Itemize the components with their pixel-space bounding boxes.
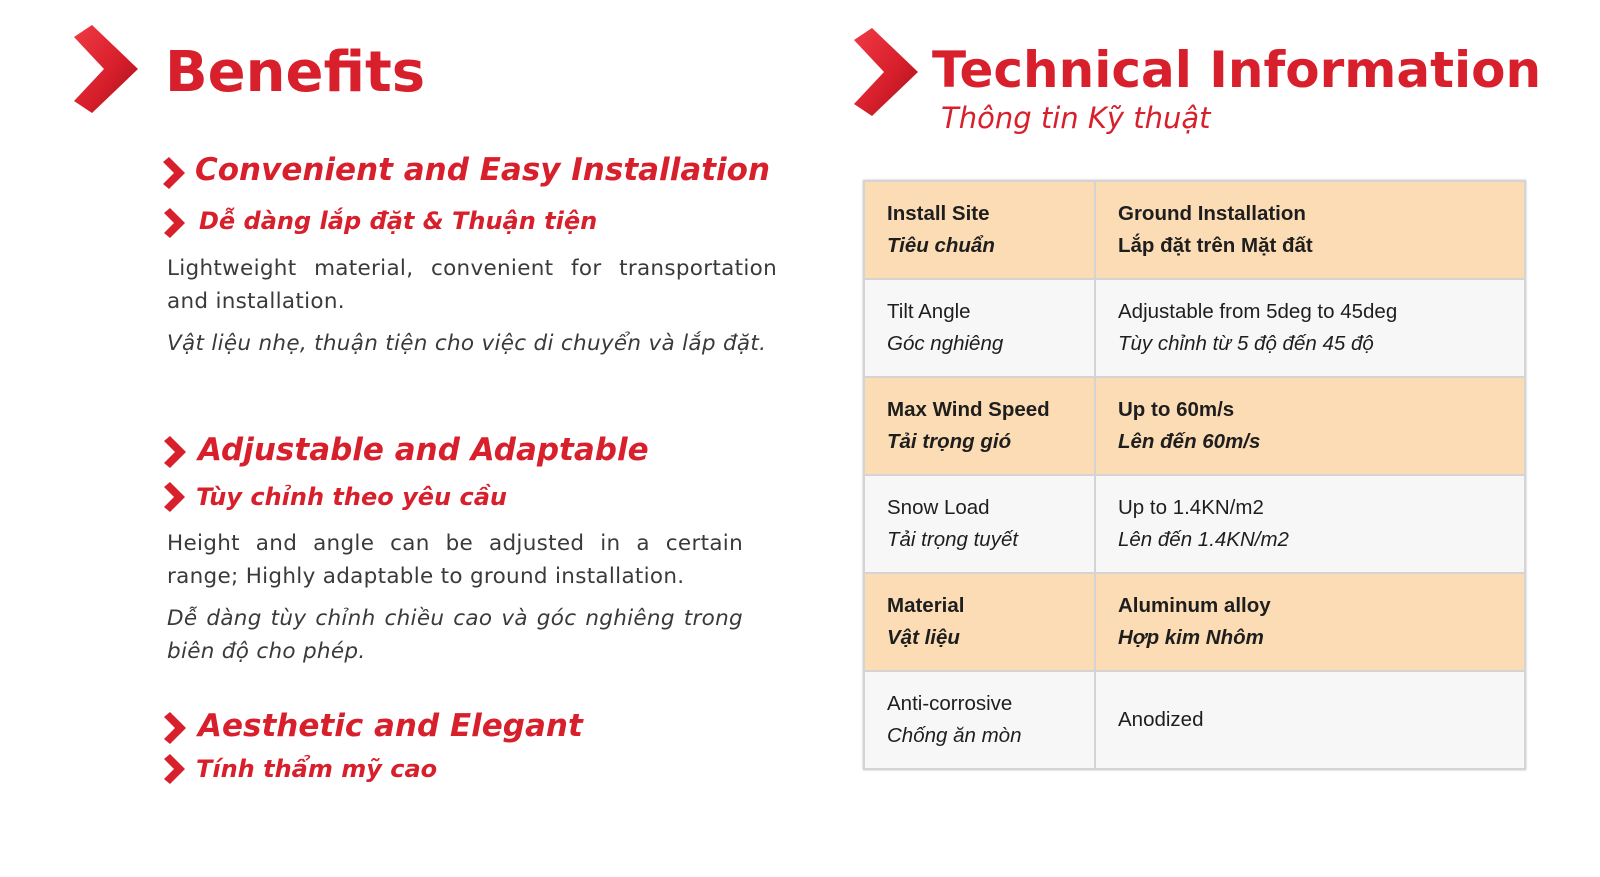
benefits-title: Benefits <box>165 40 426 105</box>
spec-value-cell <box>1095 377 1525 475</box>
chevron-right-icon <box>163 157 187 189</box>
spec-value-vn: Lắp đặt trên Mặt đất <box>1118 234 1313 257</box>
technical-table <box>863 180 1526 770</box>
spec-label-vn: Tải trọng tuyết <box>887 528 1019 551</box>
spec-label-cell <box>864 573 1095 671</box>
spec-label-cell <box>864 181 1095 279</box>
spec-label-vn: Tiêu chuẩn <box>887 234 995 257</box>
spec-value: Ground Installation <box>1118 202 1306 225</box>
spec-label-cell <box>864 475 1095 573</box>
benefit-description-vn: Vật liệu nhẹ, thuận tiện cho việc di chuyển và lắp đặt. <box>167 331 767 356</box>
table-row <box>864 377 1525 475</box>
spec-value-cell <box>1095 181 1525 279</box>
spec-label: Snow Load <box>887 496 990 519</box>
spec-label-cell <box>864 377 1095 475</box>
spec-value-vn: Lên đến 60m/s <box>1118 430 1261 453</box>
spec-value-cell <box>1095 573 1525 671</box>
technical-chevron-icon <box>854 28 920 116</box>
spec-label: Anti-corrosive <box>887 692 1013 715</box>
chevron-right-icon <box>164 436 188 468</box>
spec-label: Material <box>887 594 965 617</box>
benefit-subtitle: Tùy chỉnh theo yêu cầu <box>196 483 507 511</box>
spec-value-cell <box>1095 279 1525 377</box>
benefit-title: Aesthetic and Elegant <box>198 708 583 744</box>
benefit-title: Convenient and Easy Installation <box>195 152 771 188</box>
benefit-subtitle: Dễ dàng lắp đặt & Thuận tiện <box>199 207 598 235</box>
table-row <box>864 181 1525 279</box>
spec-label-cell <box>864 279 1095 377</box>
benefit-subtitle: Tính thẩm mỹ cao <box>196 755 438 783</box>
spec-value-cell <box>1095 475 1525 573</box>
benefit-description: Height and angle can be adjusted in a certain range; Highly adaptable to ground installation. <box>167 531 743 589</box>
spec-label: Install Site <box>887 202 990 225</box>
spec-value-cell <box>1095 671 1525 769</box>
chevron-right-icon <box>164 208 188 238</box>
benefit-description: Lightweight material, convenient for transportation and installation. <box>167 256 777 314</box>
table-row <box>864 671 1525 769</box>
benefits-chevron-icon <box>74 25 140 113</box>
benefit-description-vn: Dễ dàng tùy chỉnh chiều cao và góc nghiêng trong biên độ cho phép. <box>167 606 743 664</box>
benefit-title: Adjustable and Adaptable <box>198 432 649 468</box>
spec-value: Up to 60m/s <box>1118 398 1235 421</box>
table-row <box>864 475 1525 573</box>
spec-label-vn: Tải trọng gió <box>887 430 1012 453</box>
spec-value-vn: Hợp kim Nhôm <box>1118 626 1264 649</box>
spec-value: Anodized <box>1118 708 1204 731</box>
technical-title: Technical Information <box>932 41 1542 99</box>
spec-value-vn: Tùy chỉnh từ 5 độ đến 45 độ <box>1118 332 1374 355</box>
spec-value: Adjustable from 5deg to 45deg <box>1118 300 1398 323</box>
spec-label: Max Wind Speed <box>887 398 1050 421</box>
spec-label: Tilt Angle <box>887 300 971 323</box>
spec-label-vn: Chống ăn mòn <box>887 724 1022 747</box>
table-row <box>864 279 1525 377</box>
spec-label-vn: Vật liệu <box>887 626 960 649</box>
spec-label-vn: Góc nghiêng <box>887 332 1004 355</box>
technical-subtitle: Thông tin Kỹ thuật <box>941 101 1211 135</box>
table-row <box>864 573 1525 671</box>
spec-value: Up to 1.4KN/m2 <box>1118 496 1264 519</box>
spec-value-vn: Lên đến 1.4KN/m2 <box>1118 528 1289 551</box>
chevron-right-icon <box>164 482 188 512</box>
spec-value: Aluminum alloy <box>1118 594 1271 617</box>
chevron-right-icon <box>164 754 188 784</box>
chevron-right-icon <box>164 712 188 744</box>
spec-label-cell <box>864 671 1095 769</box>
